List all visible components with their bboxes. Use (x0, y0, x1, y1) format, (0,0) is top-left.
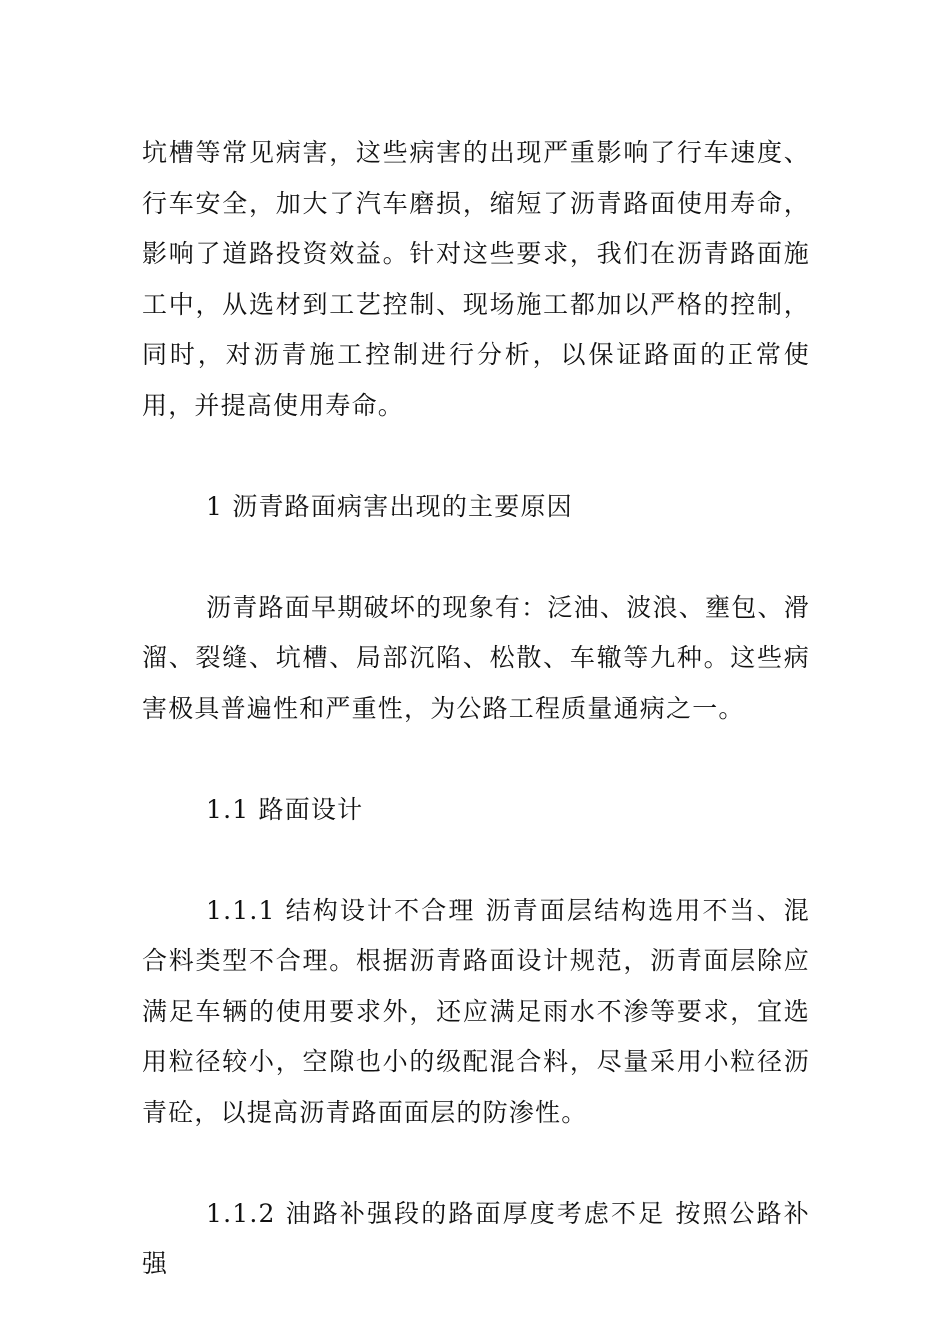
section-heading-1: 1 沥青路面病害出现的主要原因 (206, 491, 573, 521)
paragraph-reinforcement-thickness: 1.1.2 油路补强段的路面厚度考虑不足 按照公路补强 (142, 1198, 810, 1278)
paragraph-gap (142, 835, 810, 886)
paragraph-early-damage: 沥青路面早期破坏的现象有：泛油、波浪、壅包、滑溜、裂缝、坑槽、局部沉陷、松散、车辙等九种。这些病害极具普遍性和严重性，为公路工程质量通病之一。 (142, 592, 810, 723)
paragraph-gap (142, 532, 810, 583)
paragraph-intro-continued: 坑槽等常见病害，这些病害的出现严重影响了行车速度、行车安全，加大了汽车磨损，缩短了沥青路面使用寿命，影响了道路投资效益。针对这些要求，我们在沥青路面施工中，从选材到工艺控制、现场施工都加以严格的控制，同时，对沥青施工控制进行分析，以保证路面的正常使用，并提高使用寿命。 (142, 138, 810, 420)
paragraph-gap (142, 1138, 810, 1189)
paragraph-gap (142, 734, 810, 785)
section-heading-1-1: 1.1 路面设计 (206, 794, 364, 824)
paragraph-gap (142, 431, 810, 482)
paragraph-structure-design: 1.1.1 结构设计不合理 沥青面层结构选用不当、混合料类型不合理。根据沥青路面设计规范，沥青面层除应满足车辆的使用要求外，还应满足雨水不渗等要求，宜选用粒径较小，空隙也小的级配混合料，尽量采用小粒径沥青砼，以提高沥青路面面层的防渗性。 (142, 895, 810, 1127)
document-body (142, 128, 810, 1290)
